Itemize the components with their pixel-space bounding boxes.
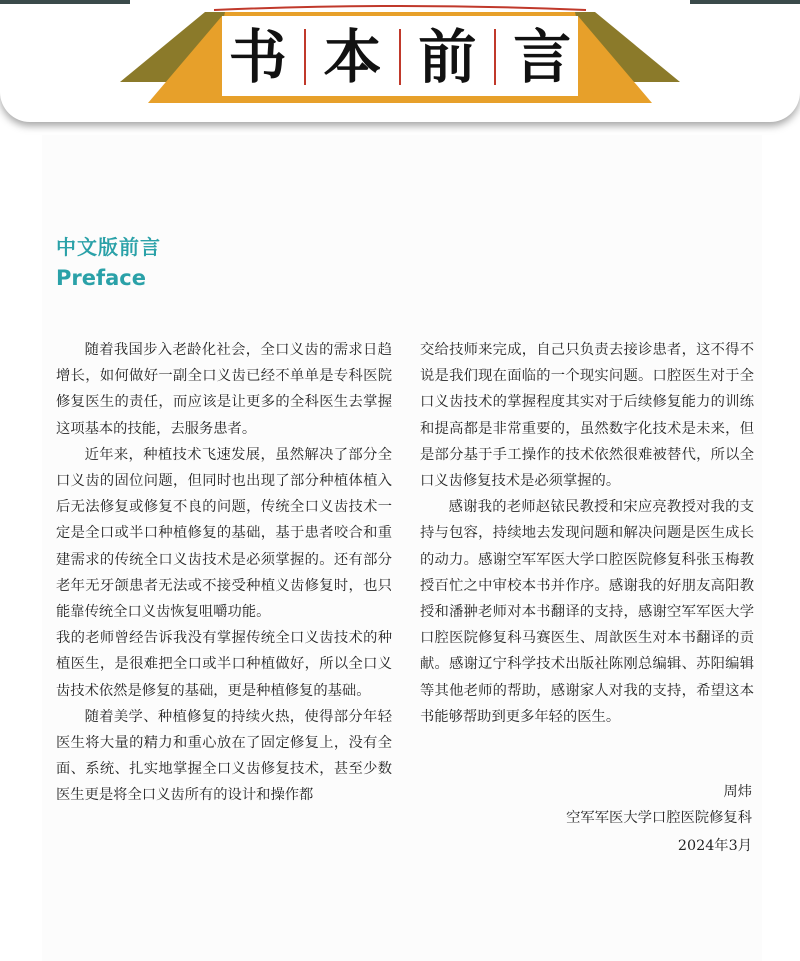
- banner-separator: [494, 29, 496, 85]
- banner: [0, 0, 800, 130]
- paragraph: 随着美学、种植修复的持续火热，使得部分年轻医生将大量的精力和重心放在了固定修复上，没有全面、系统、扎实地掌握全口义齿修复技术，甚至少数医生更是将全口义齿所有的设计和操作都: [56, 708, 392, 804]
- signature-department: 空军军医大学口腔医院修复科: [566, 810, 752, 826]
- text-column-left: [56, 337, 392, 809]
- banner-char-2: 本: [323, 23, 382, 91]
- banner-separator: [399, 29, 401, 85]
- paragraph: 近年来，种植技术飞速发展，虽然解决了部分全口义齿的固位问题，但同时也出现了部分种植体植入后无法修复或修复不良的问题，传统全口义齿技术一定是全口或半口种植修复的基础，基于患者咬合和重建需求的传统全口义齿技术是必须掌握的。还有部分老年无牙颌患者无法或不接受种植义齿修复时，也只能靠传统全口义齿恢复咀嚼功能。: [56, 446, 392, 621]
- banner-char-3: 前: [418, 23, 477, 91]
- paragraph: 交给技师来完成，自己只负责去接诊患者，这不得不说是我们现在面临的一个现实问题。口腔医生对于全口义齿技术的掌握程度其实对于后续修复能力的训练和提高都是非常重要的，虽然数字化技术是未来，但是部分基于手工操作的技术依然很难被替代，所以全口义齿修复技术是必须掌握的。: [420, 342, 754, 490]
- paragraph: 随着我国步入老龄化社会，全口义齿的需求日趋增长，如何做好一副全口义齿已经不单单是专科医院修复医生的责任，而应该是让更多的全科医生去掌握这项基本的技能，去服务患者。: [56, 342, 392, 437]
- banner-char-4: 言: [513, 23, 572, 91]
- signature-name: 周炜: [723, 784, 752, 800]
- paragraph: 我的老师曾经告诉我没有掌握传统全口义齿技术的种植医生，是很难把全口或半口种植做好，所以全口义齿技术依然是修复的基础，更是种植修复的基础。: [56, 630, 392, 699]
- paragraph: 感谢我的老师赵铱民教授和宋应亮教授对我的支持与包容，持续地去发现问题和解决问题是医生成长的动力。感谢空军军医大学口腔医院修复科张玉梅教授百忙之中审校本书并作序。感谢我的好朋友高阳教授和潘翀老师对本书翻译的支持，感谢空军军医大学口腔医院修复科马赛医生、周歆医生对本书翻译的贡献。感谢辽宁科学技术出版社陈刚总编辑、苏阳编辑等其他老师的帮助，感谢家人对我的支持，希望这本书能够帮助到更多年轻的医生。: [420, 499, 754, 725]
- text-column-right: [420, 337, 754, 730]
- heading-chinese: 中文版前言: [56, 235, 161, 259]
- banner-char-1: 书: [228, 23, 287, 91]
- signature-date: 2024年3月: [677, 838, 752, 854]
- heading-english: Preface: [56, 266, 146, 290]
- book-page: [42, 135, 762, 961]
- banner-separator: [304, 29, 306, 85]
- top-red-line: [214, 6, 586, 10]
- banner-title: [220, 16, 580, 98]
